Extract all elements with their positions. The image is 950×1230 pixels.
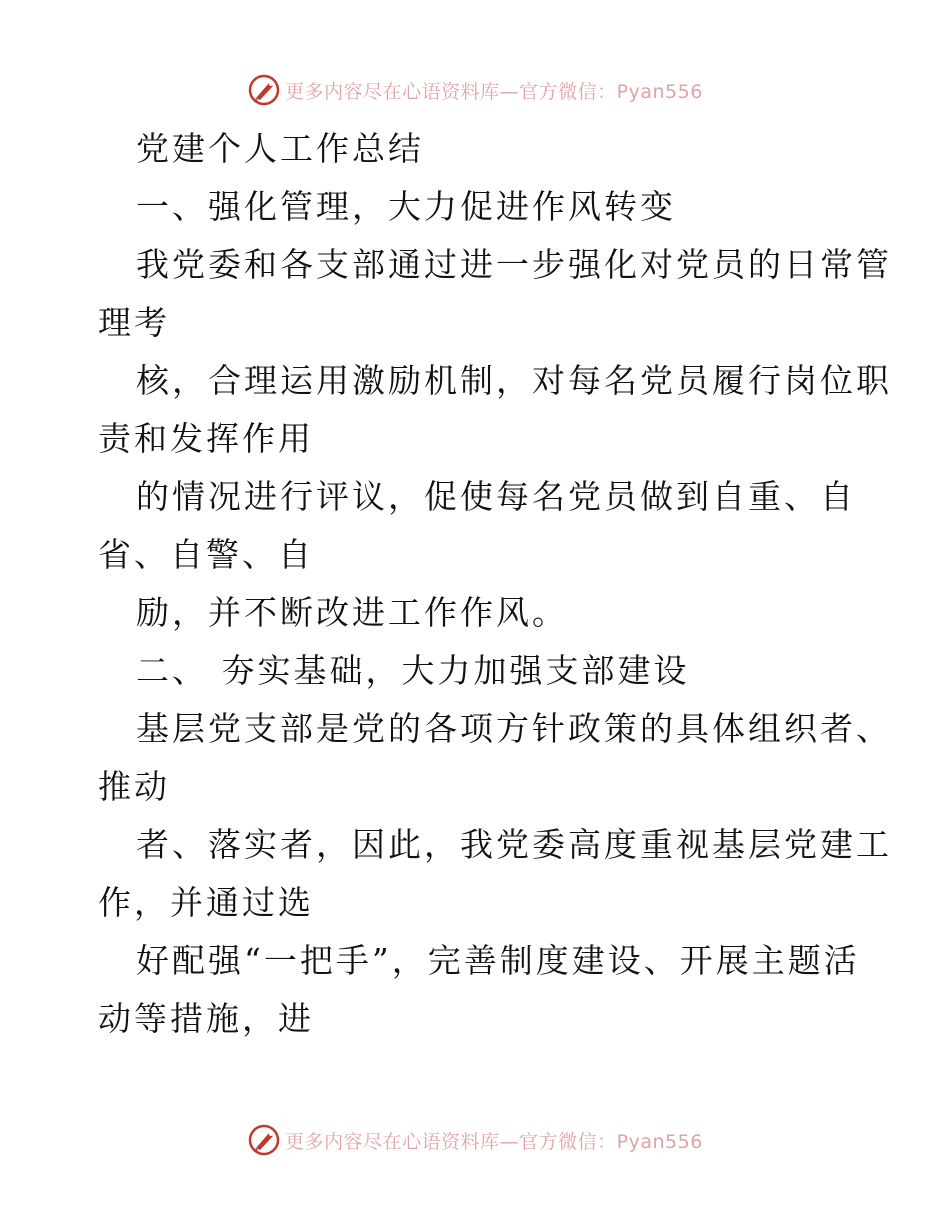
text-line: 责和发挥作用 — [98, 419, 314, 458]
header-watermark — [0, 70, 950, 110]
text-line: 我党委和各支部通过进一步强化对党员的日常管 — [136, 245, 892, 284]
text-line: 动等措施，进 — [98, 999, 314, 1038]
text-line: 作，并通过选 — [98, 883, 314, 922]
text-line: 者、落实者，因此，我党委高度重视基层党建工 — [136, 825, 892, 864]
text-line: 党建个人工作总结 — [136, 129, 424, 168]
watermark-text: 更多内容尽在心语资料库—官方微信：Pyan556 — [285, 1130, 703, 1153]
watermark-text: 更多内容尽在心语资料库—官方微信：Pyan556 — [285, 80, 703, 103]
text-line: 的情况进行评议，促使每名党员做到自重、自 — [136, 477, 856, 516]
text-line: 励，并不断改进工作作风。 — [136, 593, 568, 632]
text-line: 推动 — [98, 767, 170, 806]
text-line: 好配强“一把手”，完善制度建设、开展主题活 — [136, 941, 860, 980]
text-line: 省、自警、自 — [98, 535, 314, 574]
text-line: 二、 夯实基础，大力加强支部建设 — [136, 651, 690, 690]
text-line: 理考 — [98, 303, 170, 342]
pen-logo-icon — [247, 1123, 281, 1157]
text-line: 一、强化管理，大力促进作风转变 — [136, 187, 676, 226]
text-line: 核，合理运用激励机制，对每名党员履行岗位职 — [136, 361, 892, 400]
footer-watermark — [0, 1120, 950, 1160]
text-line: 基层党支部是党的各项方针政策的具体组织者、 — [136, 709, 892, 748]
document-body — [98, 120, 892, 1048]
pen-logo-icon — [247, 73, 281, 107]
